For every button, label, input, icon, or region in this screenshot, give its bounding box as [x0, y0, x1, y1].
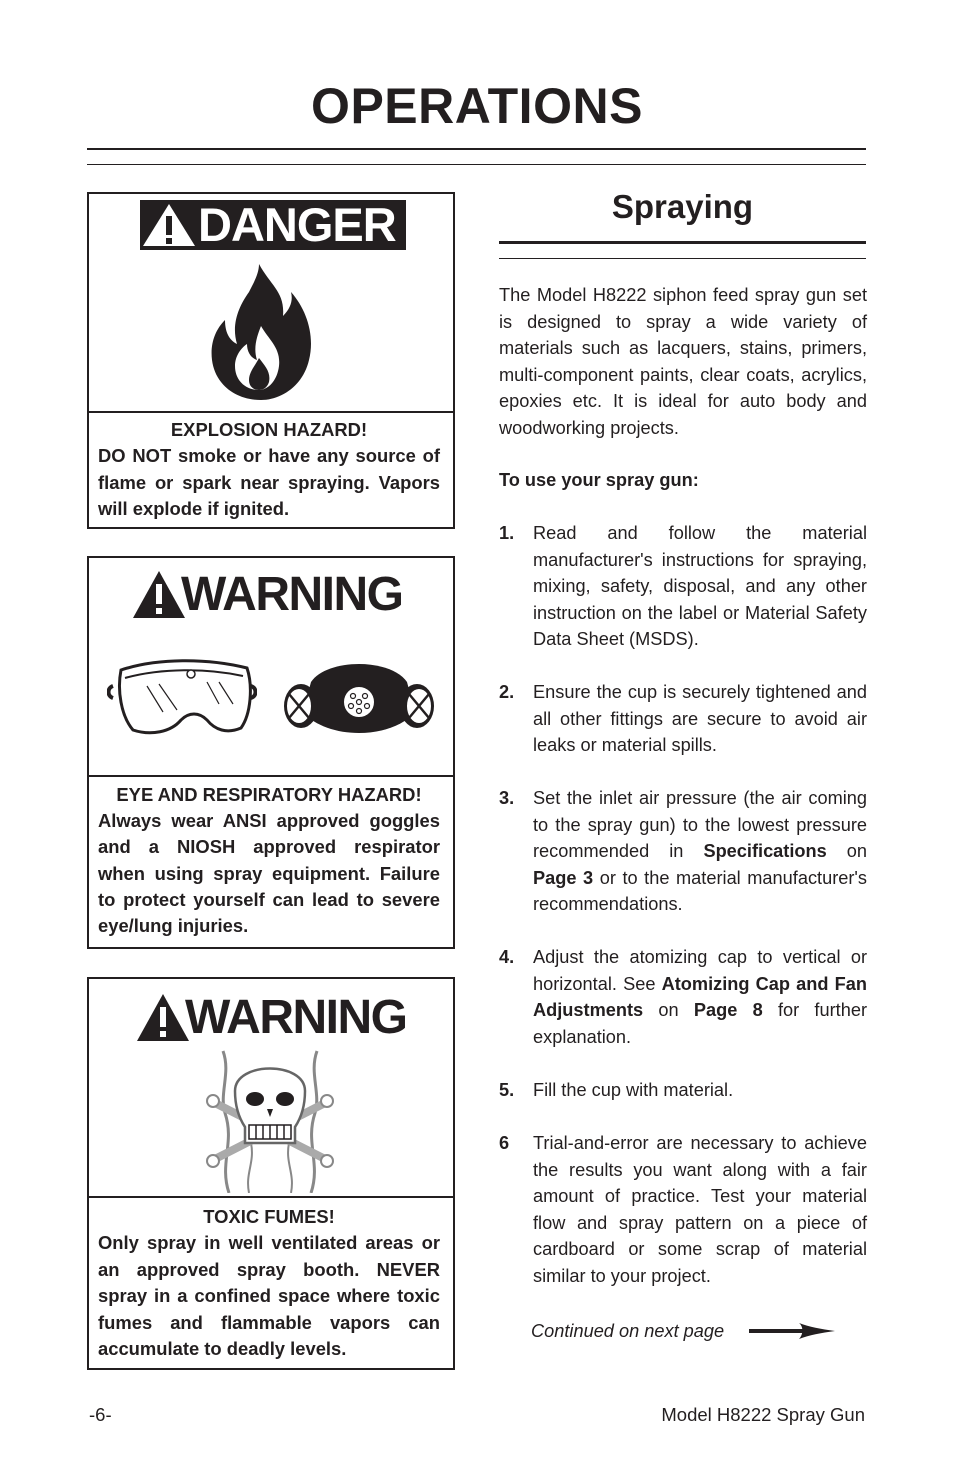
- arrow-right-icon: [749, 1323, 835, 1339]
- step-number: 5.: [499, 1080, 515, 1100]
- title-rule-bottom: [87, 164, 866, 165]
- footer-page-number: -6-: [89, 1404, 112, 1425]
- danger-box: [87, 192, 455, 529]
- atomizing-cap-ref: Atomizing Cap and Fan Adjustments: [533, 973, 867, 1020]
- step-text-part: or to the material manufacturer's recommendations.: [533, 867, 868, 914]
- warning-fumes-body: Only spray in well ventilated areas or an approved spray booth. NEVER spray in a confined space where toxic fumes and flammable vapors can accumulate to deadly levels.: [98, 1232, 440, 1360]
- warning-eye-body: Always wear ANSI approved goggles and a NIOSH approved respirator when using spray equipment. Failure to protect yourself can lead to severe eye/lung injuries.: [98, 810, 440, 937]
- step-number: 1.: [499, 523, 515, 543]
- page-ref: Page 3: [533, 867, 594, 888]
- warning-triangle-icon: [140, 200, 198, 250]
- section-title: Spraying: [611, 188, 754, 225]
- step-text: [533, 944, 867, 1050]
- warning-fumes-heading: TOXIC FUMES!: [203, 1206, 335, 1227]
- step-text: Trial-and-error are necessary to achieve the results you want along with a fair amount of practice. Test your material flow and spray pattern on a piece of cardboard or some scrap of material similar to your project.: [533, 1133, 867, 1286]
- danger-banner-label: DANGER: [198, 198, 396, 251]
- step-text: [533, 785, 867, 918]
- warning-eye-heading: EYE AND RESPIRATORY HAZARD!: [116, 784, 422, 805]
- danger-banner: [140, 200, 406, 250]
- step-number: 2.: [499, 682, 515, 702]
- danger-text: [98, 417, 440, 523]
- section-subheading: To use your spray gun:: [499, 470, 699, 490]
- warning-triangle-icon: [135, 991, 191, 1045]
- goggles-icon: [107, 656, 257, 742]
- step-text: Fill the cup with material.: [533, 1080, 734, 1100]
- danger-body: DO NOT smoke or have any source of flame or spark near spraying. Vapors will explode if ignited.: [98, 445, 440, 520]
- step-number: 4.: [499, 947, 515, 967]
- step-text: Ensure the cup is securely tightened and all other fittings are secure to avoid air leaks or material spills.: [533, 682, 867, 755]
- warning-fumes-box: [87, 977, 455, 1370]
- warning-fumes-banner-label: WARNING: [185, 991, 407, 1044]
- section-rule-bottom: [499, 258, 866, 259]
- specifications-ref: Specifications: [703, 841, 827, 861]
- section-rule-top: [499, 241, 866, 244]
- warning-eye-text: [98, 782, 440, 939]
- danger-graphic-area: [89, 194, 453, 413]
- warning-fumes-text: [98, 1204, 440, 1362]
- warning-triangle-icon: [131, 568, 187, 622]
- respirator-icon: [281, 652, 437, 744]
- page-ref: Page 8: [693, 1000, 763, 1020]
- page-title: OPERATIONS: [311, 78, 643, 134]
- footer-model: Model H8222 Spray Gun: [661, 1404, 865, 1425]
- continued-note: Continued on next page: [531, 1321, 725, 1341]
- warning-eye-graphic-area: [89, 558, 453, 777]
- step-text-part: for further explanation.: [533, 1000, 867, 1047]
- step-text-part: on: [826, 841, 867, 861]
- flame-icon: [209, 262, 319, 402]
- section-intro: The Model H8222 siphon feed spray gun set is designed to spray a wide variety of materials such as lacquers, stains, primers, multi-component paints, clear coats, acrylics, epoxies etc. It is ideal for auto body and woodworking projects.: [499, 285, 867, 438]
- step-number: 3.: [499, 788, 515, 808]
- step-text-part: on: [643, 1000, 694, 1020]
- warning-eye-banner: [131, 568, 411, 622]
- step-text-part: Adjust the atomizing cap to vertical or horizontal. See: [533, 947, 867, 994]
- skull-fumes-icon: [205, 1043, 335, 1193]
- step-text-part: Set the inlet air pressure (the air coming to the spray gun) to the lowest pressure recommended in: [533, 788, 867, 861]
- warning-fumes-banner: [135, 991, 415, 1045]
- warning-fumes-graphic-area: [89, 979, 453, 1198]
- warning-eye-box: [87, 556, 455, 949]
- warning-eye-banner-label: WARNING: [181, 568, 403, 621]
- danger-heading: EXPLOSION HAZARD!: [170, 419, 368, 440]
- step-number: 6: [499, 1133, 510, 1153]
- step-text: Read and follow the material manufacturer's instructions for spraying, mixing, safety, disposal, and any other instruction on the label or Material Safety Data Sheet (MSDS).: [533, 523, 867, 649]
- title-rule-top: [87, 148, 866, 150]
